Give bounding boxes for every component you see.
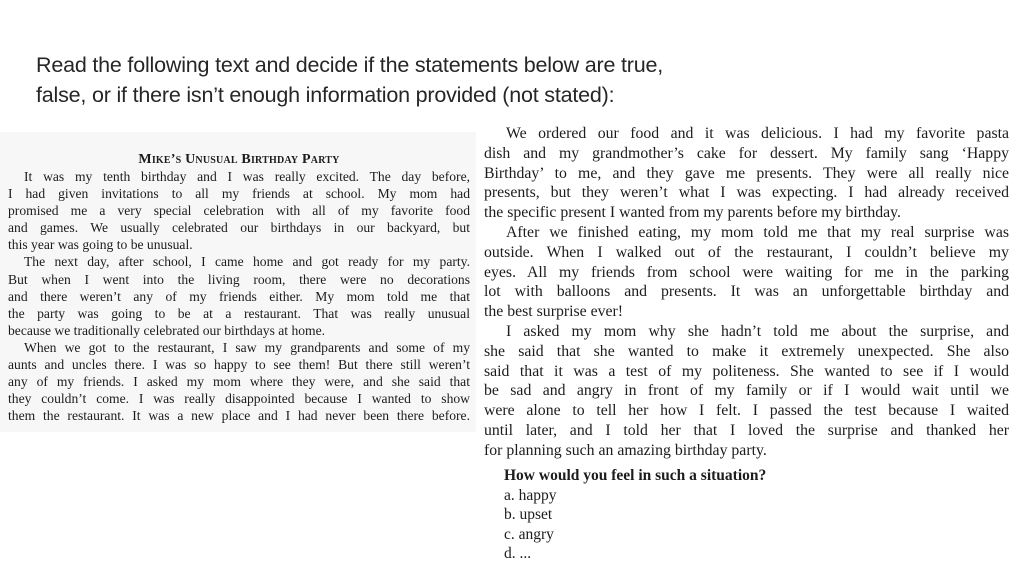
discussion-question [504,466,766,564]
option-c: c. angry [504,525,554,543]
text-line: When we got to the restaurant, I saw my grandparents and some of my [24,339,470,355]
text-line: dish and my grandmother’s cake for dessert. My family sang ‘Happy [484,144,1009,162]
story-paragraph-2 [8,253,470,338]
text-line: she said that she wanted to make it extremely unexpected. She also [484,342,1009,360]
story-paragraph-5 [484,223,1009,322]
text-line: the specific present I wanted from my parents before my birthday. [484,204,902,222]
story-paragraph-4 [484,124,1009,223]
text-line: be sad and angry in front of my family or if I would wait until we [484,382,1009,400]
text-line: After we finished eating, my mom told me that my real surprise was [506,223,1009,241]
option-b: b. upset [504,506,553,524]
story-left-column [8,151,470,424]
text-line: promised me a very special celebration with all of my favorite food [8,203,470,219]
story-right-column [484,124,1009,461]
text-line: and there weren’t any of my friends either. My mom told me that [8,288,470,304]
text-line: eyes. All my friends from school were waiting for me in the parking [484,263,1009,281]
answer-options [504,486,766,564]
slide-instruction [36,50,916,110]
text-line: lot with balloons and presents. It was an unforgettable birthday and [484,283,1009,301]
instruction-line-2: false, or if there isn’t enough information provided (not stated): [36,83,615,107]
text-line: presents, but they weren’t what I was expecting. I had already received [484,184,1009,202]
text-line: Birthday’ to me, and they gave me presents. They were all really nice [484,164,1009,182]
text-line: I had given invitations to all my friends at school. My mom had [8,186,470,202]
text-line: this year was going to be unusual. [8,237,193,253]
text-line: and games. We usually celebrated our birthdays in our backyard, but [8,220,470,236]
text-line: because we traditionally celebrated our birthdays at home. [8,322,326,338]
text-line: aunts and uncles there. I was so happy to see them! But there still weren’t [8,357,470,373]
text-line: I asked my mom why she hadn’t told me about the surprise, and [506,322,1009,340]
story-title: Mike’s Unusual Birthday Party [138,152,340,167]
story-paragraph-1 [8,168,470,253]
text-line: were alone to tell her how I felt. I passed the test because I waited [484,402,1009,420]
story-paragraph-6 [484,322,1009,461]
text-line: the best surprise ever! [484,303,624,321]
text-line: The next day, after school, I came home and got ready for my party. [24,254,470,270]
text-line: outside. When I walked out of the restaurant, I couldn’t believe my [484,243,1009,261]
text-line: them the restaurant. It was a new place and I had never been there before. [8,408,470,424]
text-line: until later, and I told her that I loved the surprise and thanked her [484,421,1009,439]
story-paragraph-3 [8,339,470,424]
text-line: any of my friends. I asked my mom where they were, and she said that [8,374,470,390]
text-line: It was my tenth birthday and I was really excited. The day before, [24,169,470,184]
text-line: they couldn’t come. I was really disappointed because I wanted to show [8,391,470,407]
option-d: d. ... [504,545,532,563]
text-line: for planning such an amazing birthday party. [484,441,767,459]
text-line: the party was going to be at a restaurant. That was really unusual [8,305,470,321]
text-line: But when I went into the living room, there were no decorations [8,271,470,287]
question-text: How would you feel in such a situation? [504,467,767,484]
option-a: a. happy [504,486,557,504]
text-line: We ordered our food and it was delicious. I had my favorite pasta [506,125,1009,142]
instruction-line-1: Read the following text and decide if the statements below are true, [36,53,664,77]
text-line: said that it was a test of my politeness. She wanted to see if I would [484,362,1009,380]
